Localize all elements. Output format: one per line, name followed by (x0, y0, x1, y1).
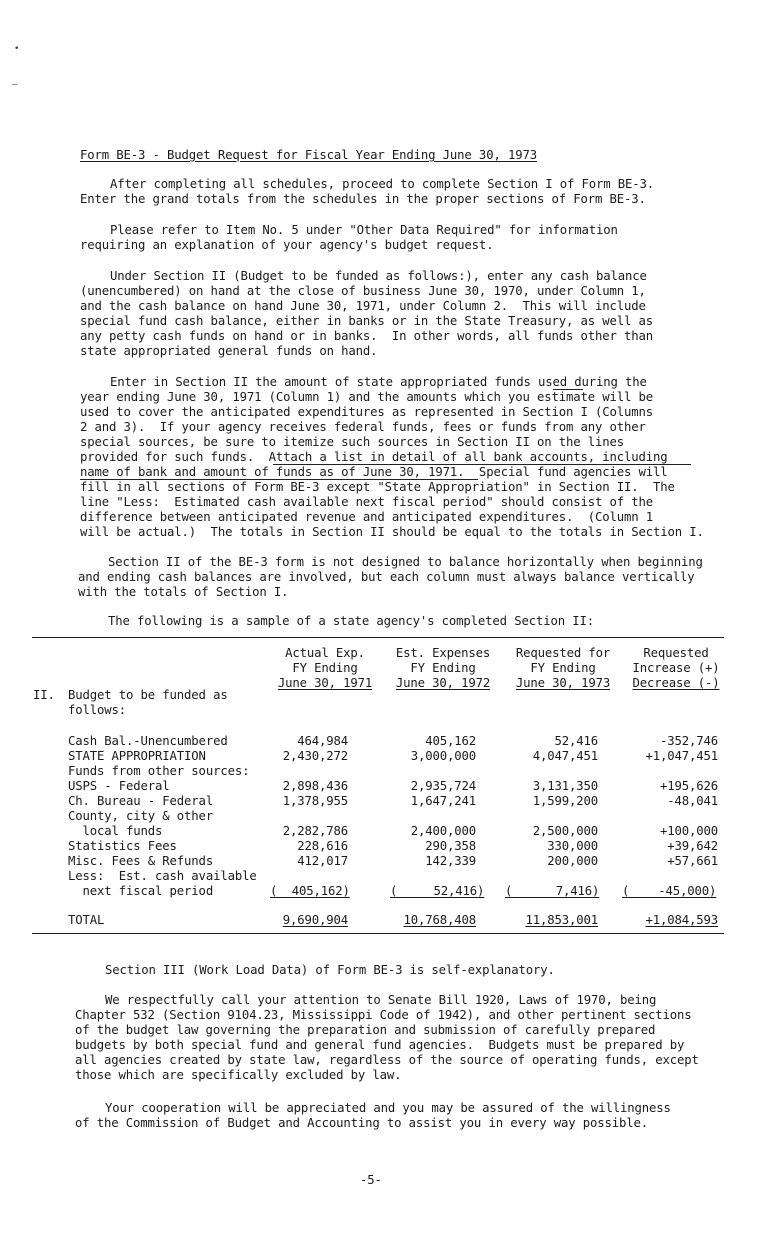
section-numeral: II. (33, 688, 55, 702)
row-label: Cash Bal.-Unencumbered (68, 734, 228, 748)
paragraph-line: provided for such funds. Attach a list in detail of all bank accounts, including (80, 450, 668, 464)
paragraph-line: 2 and 3). If your agency receives federal funds, fees or funds from any other (80, 420, 646, 434)
table-cell: 2,500,000 (532, 824, 598, 838)
row-label: Statistics Fees (68, 839, 177, 853)
column-header: Decrease (-) (632, 676, 720, 690)
table-cell: ( -45,000) (622, 884, 717, 898)
table-cell: 2,430,272 (282, 749, 348, 763)
total-cell: 9,690,904 (282, 913, 348, 927)
row-label: Misc. Fees & Refunds (68, 854, 214, 868)
table-cell: 2,898,436 (282, 779, 348, 793)
column-header: Increase (+) (632, 661, 720, 675)
table-cell: +195,626 (659, 779, 718, 793)
table-cell: 142,339 (425, 854, 476, 868)
table-cell: +1,047,451 (645, 749, 718, 763)
table-cell: +39,642 (667, 839, 718, 853)
column-header: June 30, 1973 (515, 676, 611, 690)
paragraph-line: We respectfully call your attention to Senate Bill 1920, Laws of 1970, being (105, 993, 657, 1007)
total-cell: 11,853,001 (525, 913, 598, 927)
paragraph-line: requiring an explanation of your agency's budget request. (80, 238, 494, 252)
column-header: June 30, 1972 (395, 676, 491, 690)
paragraph-line: of the Commission of Budget and Accounting to assist you in every way possible. (75, 1116, 649, 1130)
paragraph-line: will be actual.) The totals in Section II should be equal to the totals in Section I. (80, 525, 704, 539)
table-cell: 2,282,786 (282, 824, 348, 838)
table-cell: 3,131,350 (532, 779, 598, 793)
row-label: next fiscal period (68, 884, 214, 898)
paragraph-line: state appropriated general funds on hand. (80, 344, 378, 358)
table-cell: ( 52,416) (390, 884, 485, 898)
paragraph-line: budgets by both special fund and general fund agencies. Budgets must be prepared by (75, 1038, 685, 1052)
emphasis-underline (80, 479, 478, 480)
column-header: Est. Expenses (395, 646, 491, 660)
table-cell: +100,000 (659, 824, 718, 838)
table-cell: 330,000 (547, 839, 598, 853)
paragraph-line: with the totals of Section I. (78, 585, 289, 599)
paragraph-line: all agencies created by state law, regardless of the source of operating funds, except (75, 1053, 699, 1067)
row-label: STATE APPROPRIATION (68, 749, 206, 763)
row-label: local funds (68, 824, 163, 838)
paragraph-line: of the budget law governing the preparation and submission of carefully prepared (75, 1023, 656, 1037)
row-label: Funds from other sources: (68, 764, 250, 778)
table-cell: 1,647,241 (410, 794, 476, 808)
row-label: Ch. Bureau - Federal (68, 794, 214, 808)
paragraph-line: The following is a sample of a state agency's completed Section II: (108, 614, 594, 628)
paragraph-line: and the cash balance on hand June 30, 1971, under Column 2. This will include (80, 299, 646, 313)
paragraph-line: difference between anticipated revenue and anticipated expenditures. (Column 1 (80, 510, 654, 524)
page-number: -5- (360, 1173, 382, 1187)
table-cell: -48,041 (667, 794, 718, 808)
column-header: FY Ending (410, 661, 476, 675)
table-cell: 52,416 (554, 734, 598, 748)
paragraph-line: Your cooperation will be appreciated and you may be assured of the willingness (105, 1101, 671, 1115)
table-cell: 1,599,200 (532, 794, 598, 808)
row-label: Less: Est. cash available (68, 869, 257, 883)
table-cell: 228,616 (297, 839, 348, 853)
paragraph-line: special sources, be sure to itemize such sources in Section II on the lines (80, 435, 625, 449)
paragraph-line: used to cover the anticipated expenditures as represented in Section I (Columns (80, 405, 654, 419)
margin-mark: – (12, 80, 18, 90)
total-cell: 10,768,408 (403, 913, 476, 927)
section-label: Budget to be funded as (68, 688, 228, 702)
document-title: Form BE-3 - Budget Request for Fiscal Year Ending June 30, 1973 (80, 148, 537, 162)
column-header: FY Ending (292, 661, 358, 675)
total-cell: +1,084,593 (645, 913, 718, 927)
table-cell: 464,984 (297, 734, 348, 748)
paragraph-line: Enter the grand totals from the schedules in the proper sections of Form BE-3. (80, 192, 646, 206)
paragraph-line: any petty cash funds on hand or in banks. In other words, all funds other than (80, 329, 654, 343)
table-cell: 3,000,000 (410, 749, 476, 763)
table-cell: ( 405,162) (270, 884, 350, 898)
paragraph-line: special fund cash balance, either in banks or in the State Treasury, as well as (80, 314, 654, 328)
column-header: Requested (643, 646, 709, 660)
table-cell: 405,162 (425, 734, 476, 748)
paragraph-line: fill in all sections of Form BE-3 except "State Appropriation" in Section II. The (80, 480, 675, 494)
column-header: Requested for (515, 646, 611, 660)
paragraph-line: Section II of the BE-3 form is not designed to balance horizontally when beginning (108, 555, 703, 569)
paragraph-line: those which are specifically excluded by law. (75, 1068, 402, 1082)
table-cell: 200,000 (547, 854, 598, 868)
paragraph-line: Section III (Work Load Data) of Form BE-3 is self-explanatory. (105, 963, 555, 977)
paragraph-line: line "Less: Estimated cash available next fiscal period" should consist of the (80, 495, 654, 509)
table-cell: +57,661 (667, 854, 718, 868)
table-cell: 412,017 (297, 854, 348, 868)
table-cell: 2,400,000 (410, 824, 476, 838)
row-label: County, city & other (68, 809, 214, 823)
emphasis-underline (553, 389, 583, 390)
table-cell: 4,047,451 (532, 749, 598, 763)
column-header: Actual Exp. (285, 646, 365, 660)
total-label: TOTAL (68, 913, 105, 927)
table-top-rule (32, 637, 724, 638)
table-cell: ( 7,416) (505, 884, 600, 898)
paragraph-line: name of bank and amount of funds as of June 30, 1971. Special fund agencies will (80, 465, 668, 479)
emphasis-underline (273, 464, 691, 465)
column-header: June 30, 1971 (277, 676, 373, 690)
table-cell: -352,746 (659, 734, 718, 748)
table-bottom-rule (32, 933, 724, 934)
table-cell: 2,935,724 (410, 779, 476, 793)
paragraph-line: Chapter 532 (Section 9104.23, Mississippi Code of 1942), and other pertinent sections (75, 1008, 692, 1022)
margin-mark: • (14, 44, 20, 54)
row-label: USPS - Federal (68, 779, 170, 793)
column-header: FY Ending (530, 661, 596, 675)
paragraph-line: Please refer to Item No. 5 under "Other Data Required" for information (110, 223, 618, 237)
section-label: follows: (68, 703, 127, 717)
table-cell: 290,358 (425, 839, 476, 853)
paragraph-line: Enter in Section II the amount of state appropriated funds used during the (110, 375, 647, 389)
paragraph-line: year ending June 30, 1971 (Column 1) and the amounts which you estimate will be (80, 390, 654, 404)
paragraph-line: Under Section II (Budget to be funded as follows:), enter any cash balance (110, 269, 647, 283)
table-cell: 1,378,955 (282, 794, 348, 808)
paragraph-line: (unencumbered) on hand at the close of business June 30, 1970, under Column 1, (80, 284, 646, 298)
paragraph-line: and ending cash balances are involved, but each column must always balance vertically (78, 570, 695, 584)
paragraph-line: After completing all schedules, proceed to complete Section I of Form BE-3. (110, 177, 655, 191)
